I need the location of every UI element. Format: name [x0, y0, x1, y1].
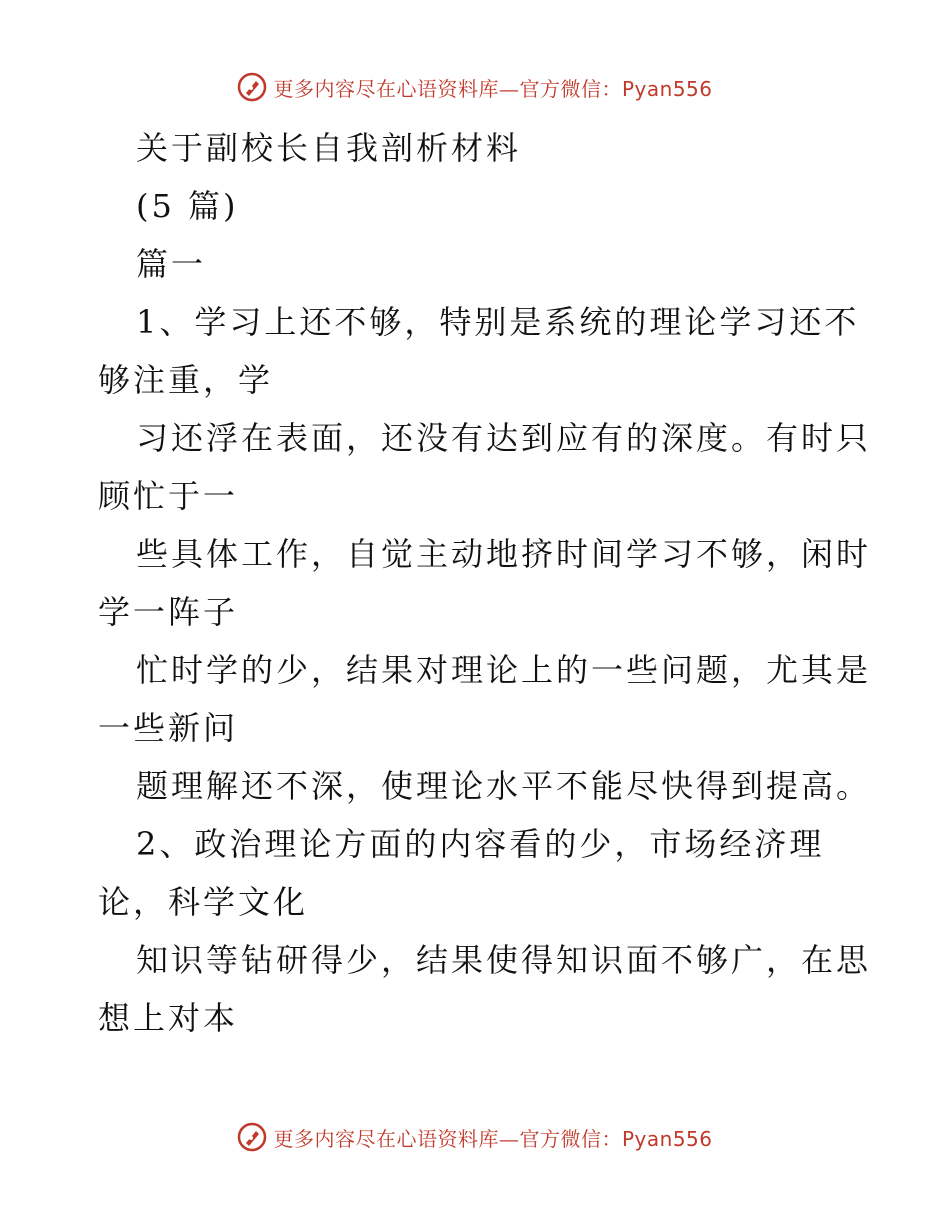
pen-nib-logo-icon: [237, 72, 267, 102]
text-line: 论，科学文化: [98, 883, 309, 921]
text-line: 顾忙于一: [98, 477, 239, 515]
text-line: 2、政治理论方面的内容看的少，市场经济理: [136, 825, 825, 863]
watermark-text: 更多内容尽在心语资料库—官方微信：Pyan556: [273, 76, 713, 101]
header-watermark: [0, 72, 950, 102]
text-line: 想上对本: [98, 999, 239, 1037]
text-line: 知识等钻研得少，结果使得知识面不够广，在思: [136, 941, 872, 979]
text-line: 题理解还不深，使理论水平不能尽快得到提高。: [136, 767, 872, 805]
pen-nib-logo-icon: [237, 1122, 267, 1152]
text-line: 忙时学的少，结果对理论上的一些问题，尤其是: [136, 651, 872, 689]
text-line: 习还浮在表面，还没有达到应有的深度。有时只: [136, 419, 872, 457]
footer-watermark: [0, 1122, 950, 1152]
text-line: 够注重，学: [98, 361, 274, 399]
section-heading: 篇一: [136, 245, 207, 283]
document-subtitle: (5 篇): [136, 187, 239, 225]
text-line: 些具体工作，自觉主动地挤时间学习不够，闲时: [136, 535, 872, 573]
watermark-text: 更多内容尽在心语资料库—官方微信：Pyan556: [273, 1126, 713, 1151]
document-title: 关于副校长自我剖析材料: [136, 129, 522, 167]
text-line: 1、学习上还不够，特别是系统的理论学习还不: [136, 303, 860, 341]
text-line: 学一阵子: [98, 593, 239, 631]
text-line: 一些新问: [98, 709, 239, 747]
